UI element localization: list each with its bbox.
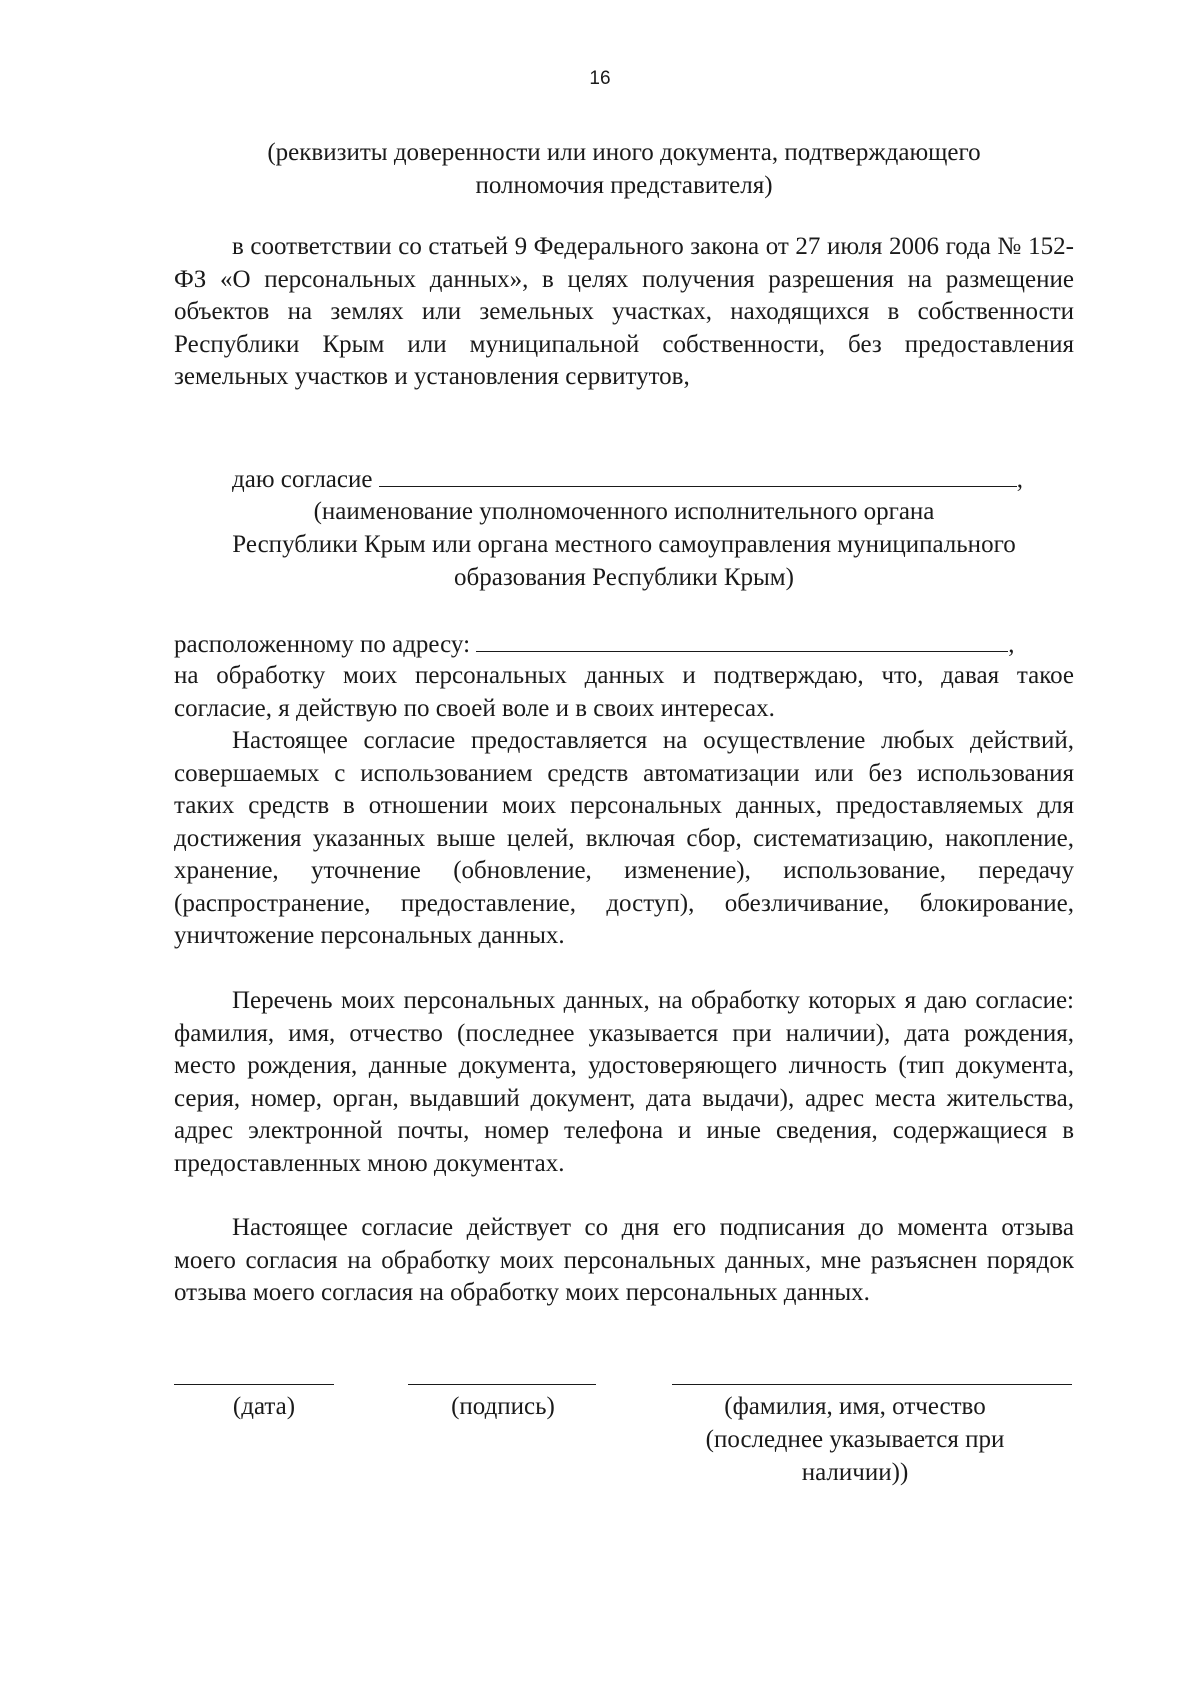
intro-paragraph: в соответствии со статьей 9 Федерального закона от 27 июля 2006 года № 152-ФЗ «О персональных данных», в целях получения разрешения на размещение объектов на землях или земельных участках, находящихся в собственности Республики Крым или муниципальной собственности, без предоставления земельных участков и установления сервитутов, [174, 233, 1074, 390]
address-fill-line [476, 627, 1008, 652]
address-line [174, 627, 1074, 662]
sign-label: (подпись) [451, 1393, 555, 1420]
name-label-line-1: (фамилия, имя, отчество [724, 1393, 986, 1420]
name-label-line-3: наличии)) [801, 1459, 909, 1486]
name-label-line-2: (последнее указывается при [705, 1426, 1005, 1453]
proxy-caption-line-2: полномочия представителя) [475, 172, 773, 199]
consent-trailing-comma: , [1016, 466, 1023, 493]
organ-caption-line-2: Республики Крым или органа местного самоуправления муниципального [232, 531, 1016, 558]
consent-line [174, 462, 1074, 497]
address-label: расположенному по адресу: [174, 631, 471, 658]
consent-label: даю согласие [232, 466, 373, 493]
paragraph-actions: Настоящее согласие предоставляется на осуществление любых действий, совершаемых с использованием средств автоматизации или без использования таких средств в отношении моих персональных данных, предоставляемых для достижения указанных выше целей, включая сбор, систематизацию, накопление, хранение, уточнение (обновление, изменение), использование, передачу (распространение, предоставление, доступ), обезличивание, блокирование, уничтожение персональных данных. [174, 727, 1074, 949]
organ-caption-line-3: образования Республики Крым) [454, 564, 794, 591]
page-number: 16 [589, 68, 611, 89]
address-trailing-comma: , [1008, 631, 1015, 658]
address-continuation: на обработку моих персональных данных и подтверждаю, что, давая такое согласие, я действую по своей воле и в своих интересах. [174, 662, 1074, 722]
date-signature-line [174, 1384, 334, 1385]
sign-signature-line [408, 1384, 596, 1385]
proxy-caption-line-1: (реквизиты доверенности или иного документа, подтверждающего [267, 139, 981, 166]
paragraph-list: Перечень моих персональных данных, на обработку которых я даю согласие: фамилия, имя, отчество (последнее указывается при наличии), дата рождения, место рождения, данные документа, удостоверяющего личность (тип документа, серия, номер, орган, выдавший документ, дата выдачи), адрес места жительства, адрес электронной почты, номер телефона и иные сведения, содержащиеся в предоставленных мною документах. [174, 987, 1074, 1177]
proxy-caption [174, 136, 1074, 202]
date-label: (дата) [232, 1393, 296, 1420]
organ-caption-line-1: (наименование уполномоченного исполнительного органа [313, 498, 935, 525]
organ-caption [174, 495, 1074, 594]
paragraph-validity: Настоящее согласие действует со дня его подписания до момента отзыва моего согласия на обработку моих персональных данных, мне разъяснен порядок отзыва моего согласия на обработку моих персональных данных. [174, 1214, 1074, 1306]
name-signature-line [672, 1384, 1072, 1385]
name-label [640, 1390, 1070, 1489]
organ-fill-line [379, 462, 1017, 487]
